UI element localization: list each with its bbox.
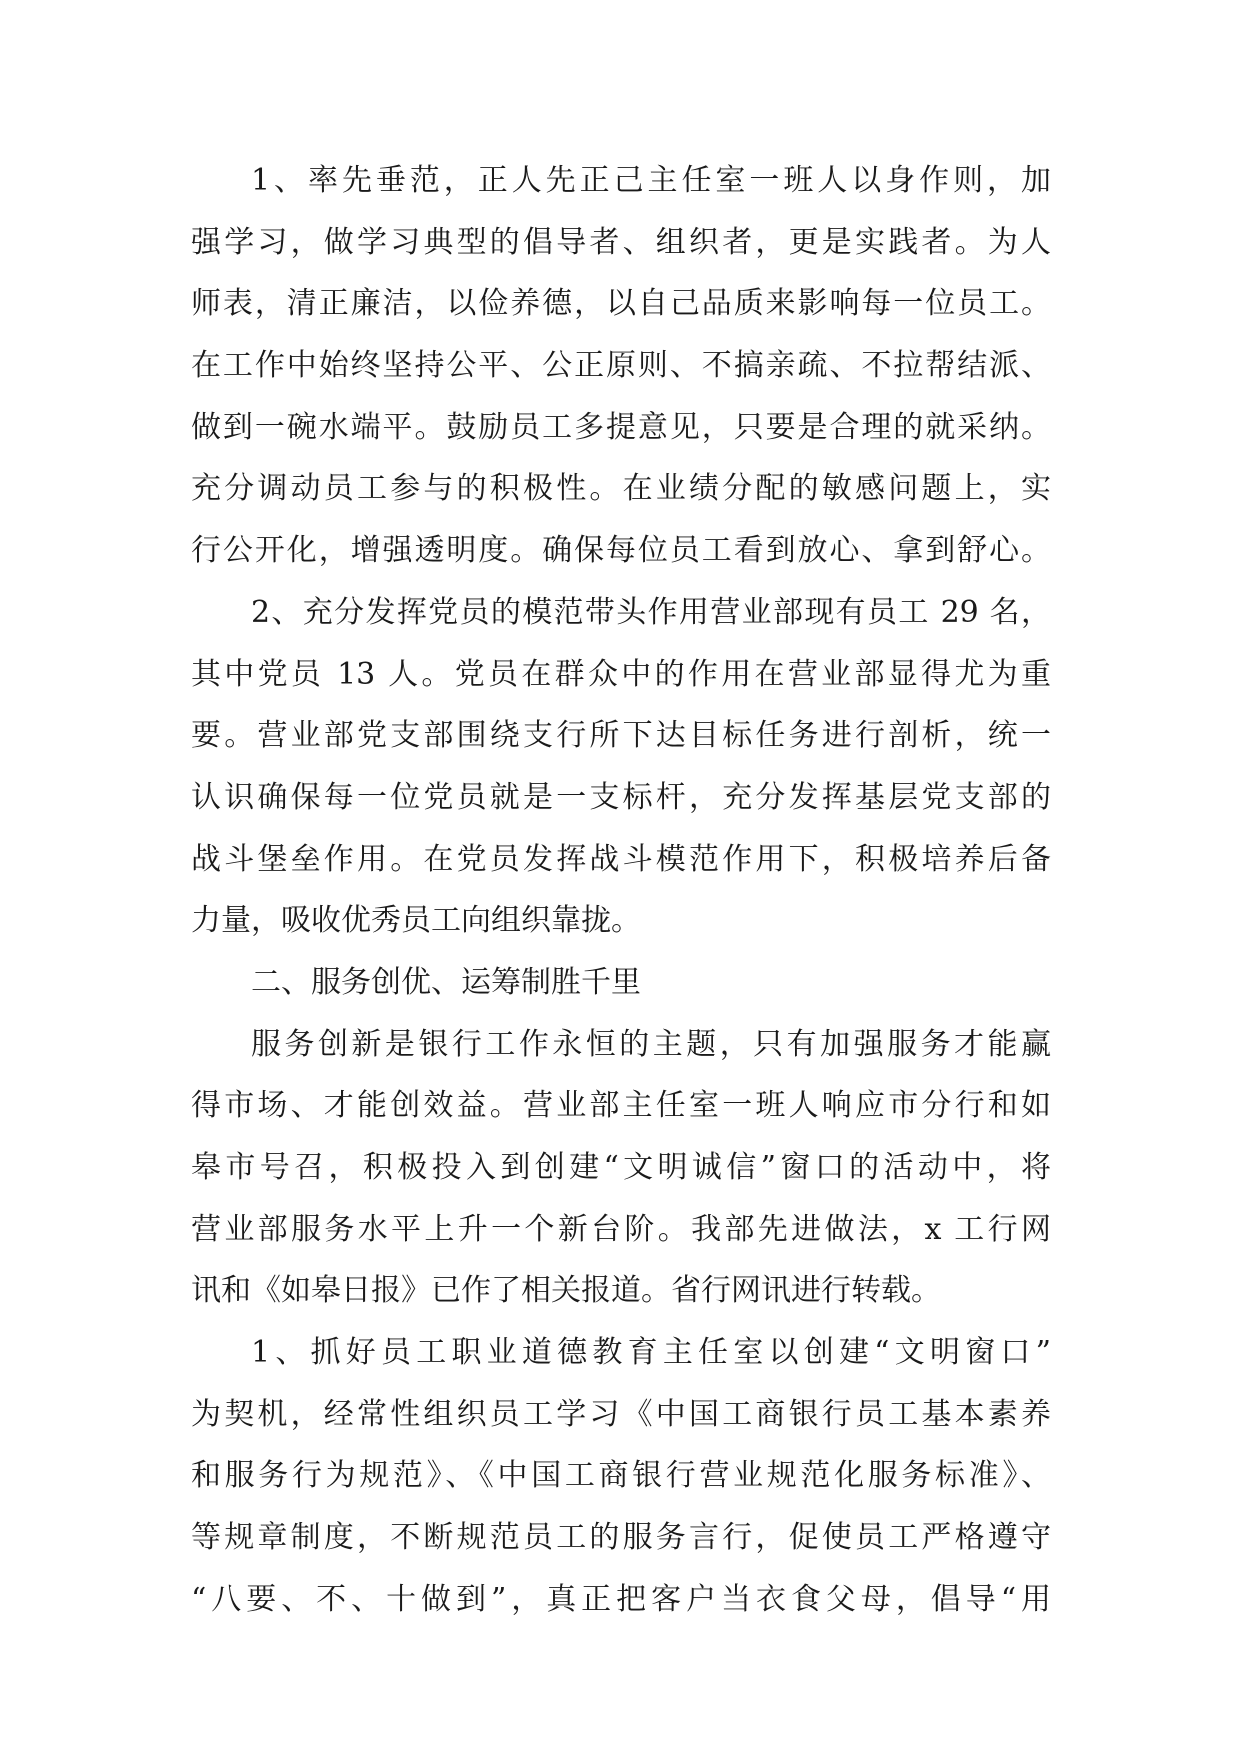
text-line: 力量，吸收优秀员工向组织靠拢。 xyxy=(191,903,641,939)
text-line: 1、抓好员工职业道德教育主任室以创建“文明窗口” xyxy=(251,1335,1051,1371)
text-line: 1、率先垂范，正人先正己主任室一班人以身作则，加 xyxy=(251,163,1051,198)
text-line: 认识确保每一位党员就是一支标杆，充分发挥基层党支部的 xyxy=(191,779,1051,815)
text-line: 二、服务创优、运筹制胜千里 xyxy=(251,964,641,1000)
text-line: 要。营业部党支部围绕支行所下达目标任务进行剖析，统一 xyxy=(191,718,1051,754)
text-line: 皋市号召，积极投入到创建“文明诚信”窗口的活动中，将 xyxy=(191,1150,1051,1185)
document-body xyxy=(191,150,1051,1631)
text-line: 行公开化，增强透明度。确保每位员工看到放心、拿到舒心。 xyxy=(191,533,1051,569)
text-line: 得市场、才能创效益。营业部主任室一班人响应市分行和如 xyxy=(191,1088,1051,1124)
text-line: 为契机，经常性组织员工学习《中国工商银行员工基本素养 xyxy=(191,1396,1051,1432)
text-line: 战斗堡垒作用。在党员发挥战斗模范作用下，积极培养后备 xyxy=(191,841,1051,877)
text-line: 做到一碗水端平。鼓励员工多提意见，只要是合理的就采纳。 xyxy=(191,409,1051,445)
text-line: 其中党员 13 人。党员在群众中的作用在营业部显得尤为重 xyxy=(191,656,1051,692)
text-line: “八要、不、十做到”，真正把客户当衣食父母，倡导“用 xyxy=(191,1581,1051,1617)
text-line: 师表，清正廉洁，以俭养德，以自己品质来影响每一位员工。 xyxy=(191,286,1051,322)
text-line: 和服务行为规范》、《中国工商银行营业规范化服务标准》、 xyxy=(191,1458,1051,1494)
text-line: 在工作中始终坚持公平、公正原则、不搞亲疏、不拉帮结派、 xyxy=(191,348,1051,384)
text-line: 营业部服务水平上升一个新台阶。我部先进做法，x 工行网 xyxy=(191,1211,1051,1247)
text-line: 强学习，做学习典型的倡导者、组织者，更是实践者。为人 xyxy=(191,224,1051,260)
text-line: 充分调动员工参与的积极性。在业绩分配的敏感问题上，实 xyxy=(191,471,1051,507)
text-line: 等规章制度，不断规范员工的服务言行，促使员工严格遵守 xyxy=(191,1520,1051,1556)
text-line: 服务创新是银行工作永恒的主题，只有加强服务才能赢 xyxy=(251,1026,1051,1062)
text-line: 讯和《如皋日报》已作了相关报道。省行网讯进行转载。 xyxy=(191,1273,941,1309)
text-line: 2、充分发挥党员的模范带头作用营业部现有员工 29 名， xyxy=(251,594,1051,630)
